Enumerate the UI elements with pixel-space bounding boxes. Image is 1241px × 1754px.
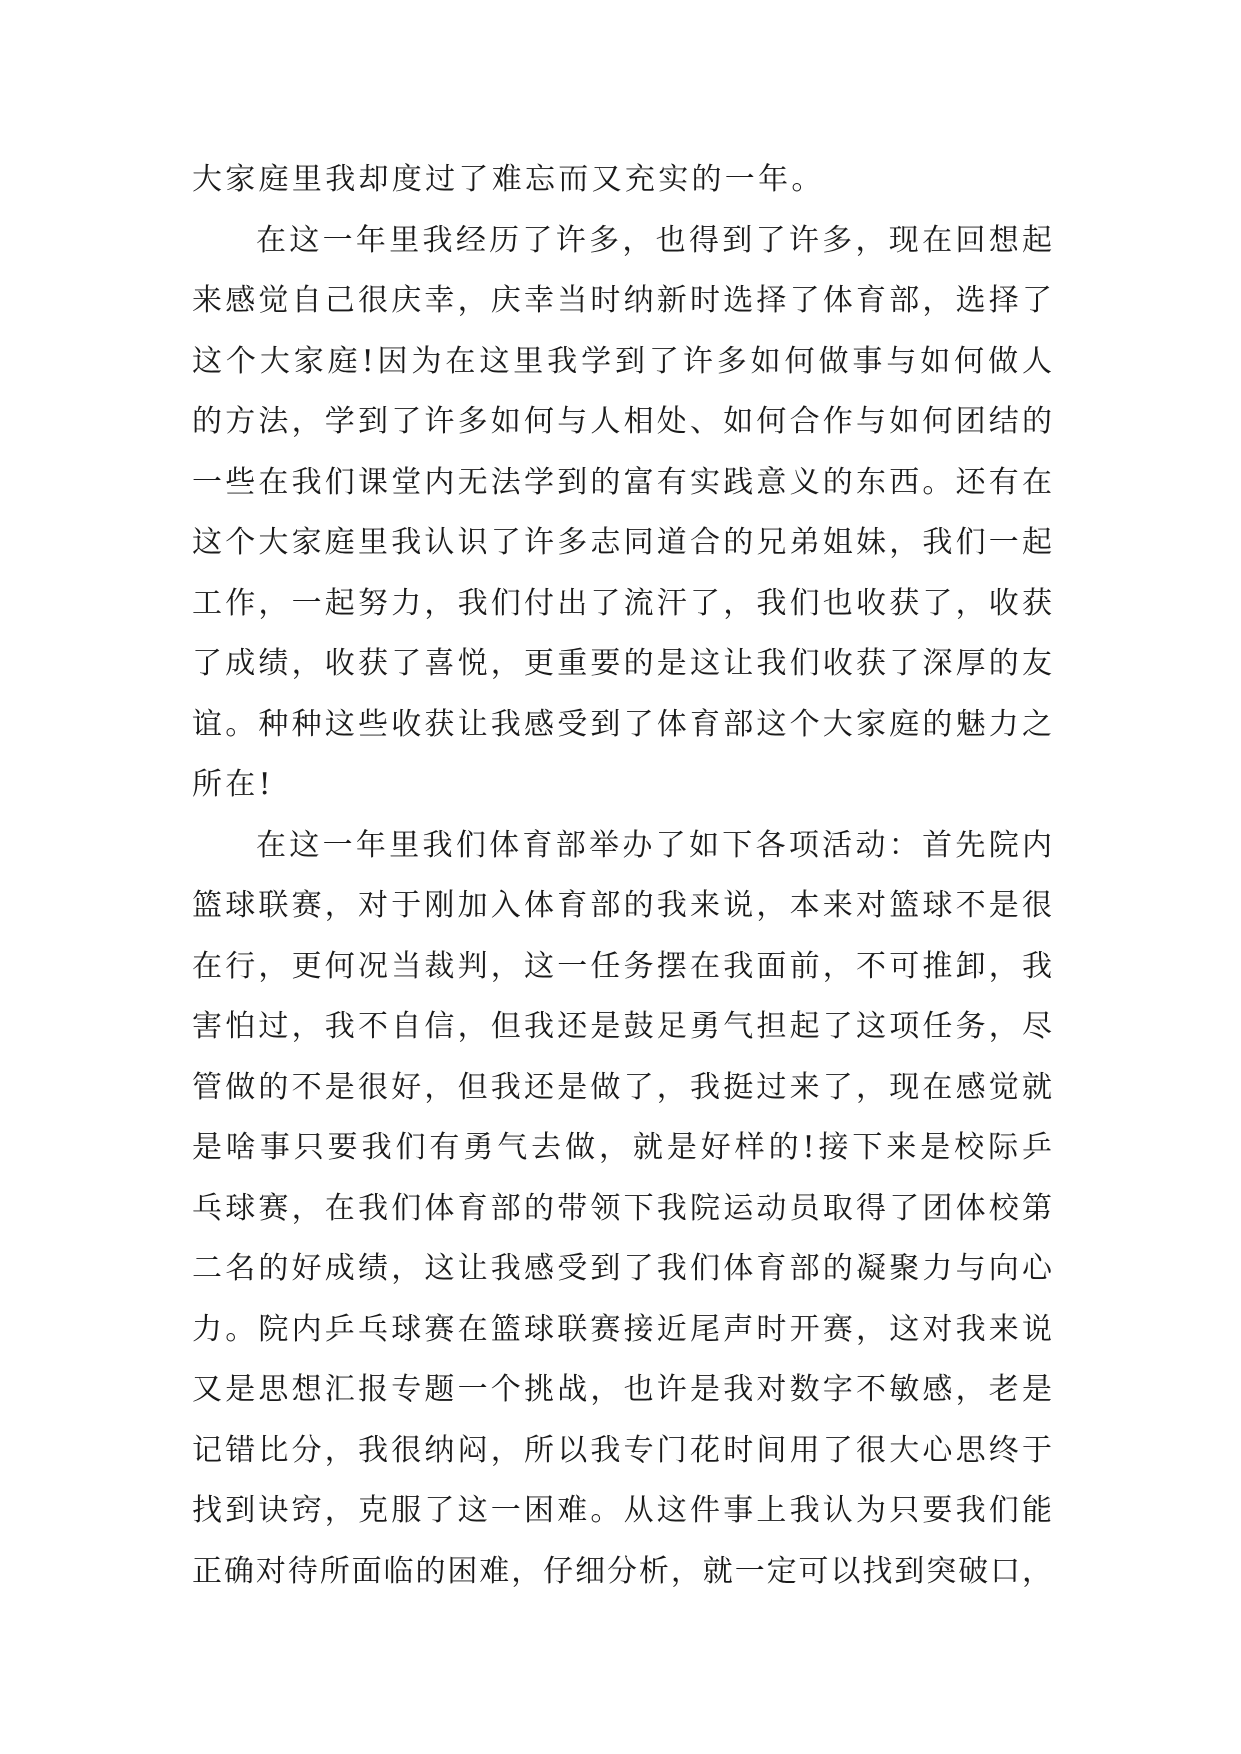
text-line: 乓球赛，在我们体育部的带领下我院运动员取得了团体校第	[192, 1190, 1052, 1226]
text-line: 管做的不是很好，但我还是做了，我挺过来了，现在感觉就	[192, 1069, 1052, 1105]
text-line: 了成绩，收获了喜悦，更重要的是这让我们收获了深厚的友	[192, 646, 1052, 681]
text-line: 谊。种种这些收获让我感受到了体育部这个大家庭的魅力之	[192, 706, 1052, 742]
text-line: 害怕过，我不自信，但我还是鼓足勇气担起了这项任务，尽	[192, 1009, 1052, 1044]
text-line: 力。院内乒乓球赛在篮球联赛接近尾声时开赛，这对我来说	[192, 1311, 1052, 1347]
text-line: 找到诀窍，克服了这一困难。从这件事上我认为只要我们能	[192, 1493, 1052, 1528]
text-line: 来感觉自己很庆幸，庆幸当时纳新时选择了体育部，选择了	[192, 283, 1052, 318]
text-line: 工作，一起努力，我们付出了流汗了，我们也收获了，收获	[192, 585, 1052, 621]
text-line: 在这一年里我们体育部举办了如下各项活动：首先院内	[256, 827, 1052, 863]
text-line: 所在!	[192, 767, 274, 802]
text-line: 大家庭里我却度过了难忘而又充实的一年。	[192, 162, 825, 197]
text-line: 是啥事只要我们有勇气去做，就是好样的!接下来是校际乒	[192, 1130, 1052, 1165]
text-line: 在这一年里我经历了许多，也得到了许多，现在回想起	[256, 222, 1052, 258]
text-line: 正确对待所面临的困难，仔细分析，就一定可以找到突破口，	[192, 1553, 1052, 1589]
text-line: 在行，更何况当裁判，这一任务摆在我面前，不可推卸，我	[192, 948, 1052, 984]
text-line: 篮球联赛，对于刚加入体育部的我来说，本来对篮球不是很	[192, 888, 1052, 923]
text-line: 一些在我们课堂内无法学到的富有实践意义的东西。还有在	[192, 464, 1052, 500]
text-line: 记错比分，我很纳闷，所以我专门花时间用了很大心思终于	[192, 1432, 1052, 1468]
text-line: 的方法，学到了许多如何与人相处、如何合作与如何团结的	[192, 404, 1052, 439]
text-line: 这个大家庭!因为在这里我学到了许多如何做事与如何做人	[192, 343, 1052, 379]
text-line: 又是思想汇报专题一个挑战，也许是我对数字不敏感，老是	[192, 1372, 1052, 1407]
text-line: 这个大家庭里我认识了许多志同道合的兄弟姐妹，我们一起	[192, 525, 1052, 560]
text-line: 二名的好成绩，这让我感受到了我们体育部的凝聚力与向心	[192, 1251, 1052, 1286]
body-text	[192, 150, 1052, 1602]
